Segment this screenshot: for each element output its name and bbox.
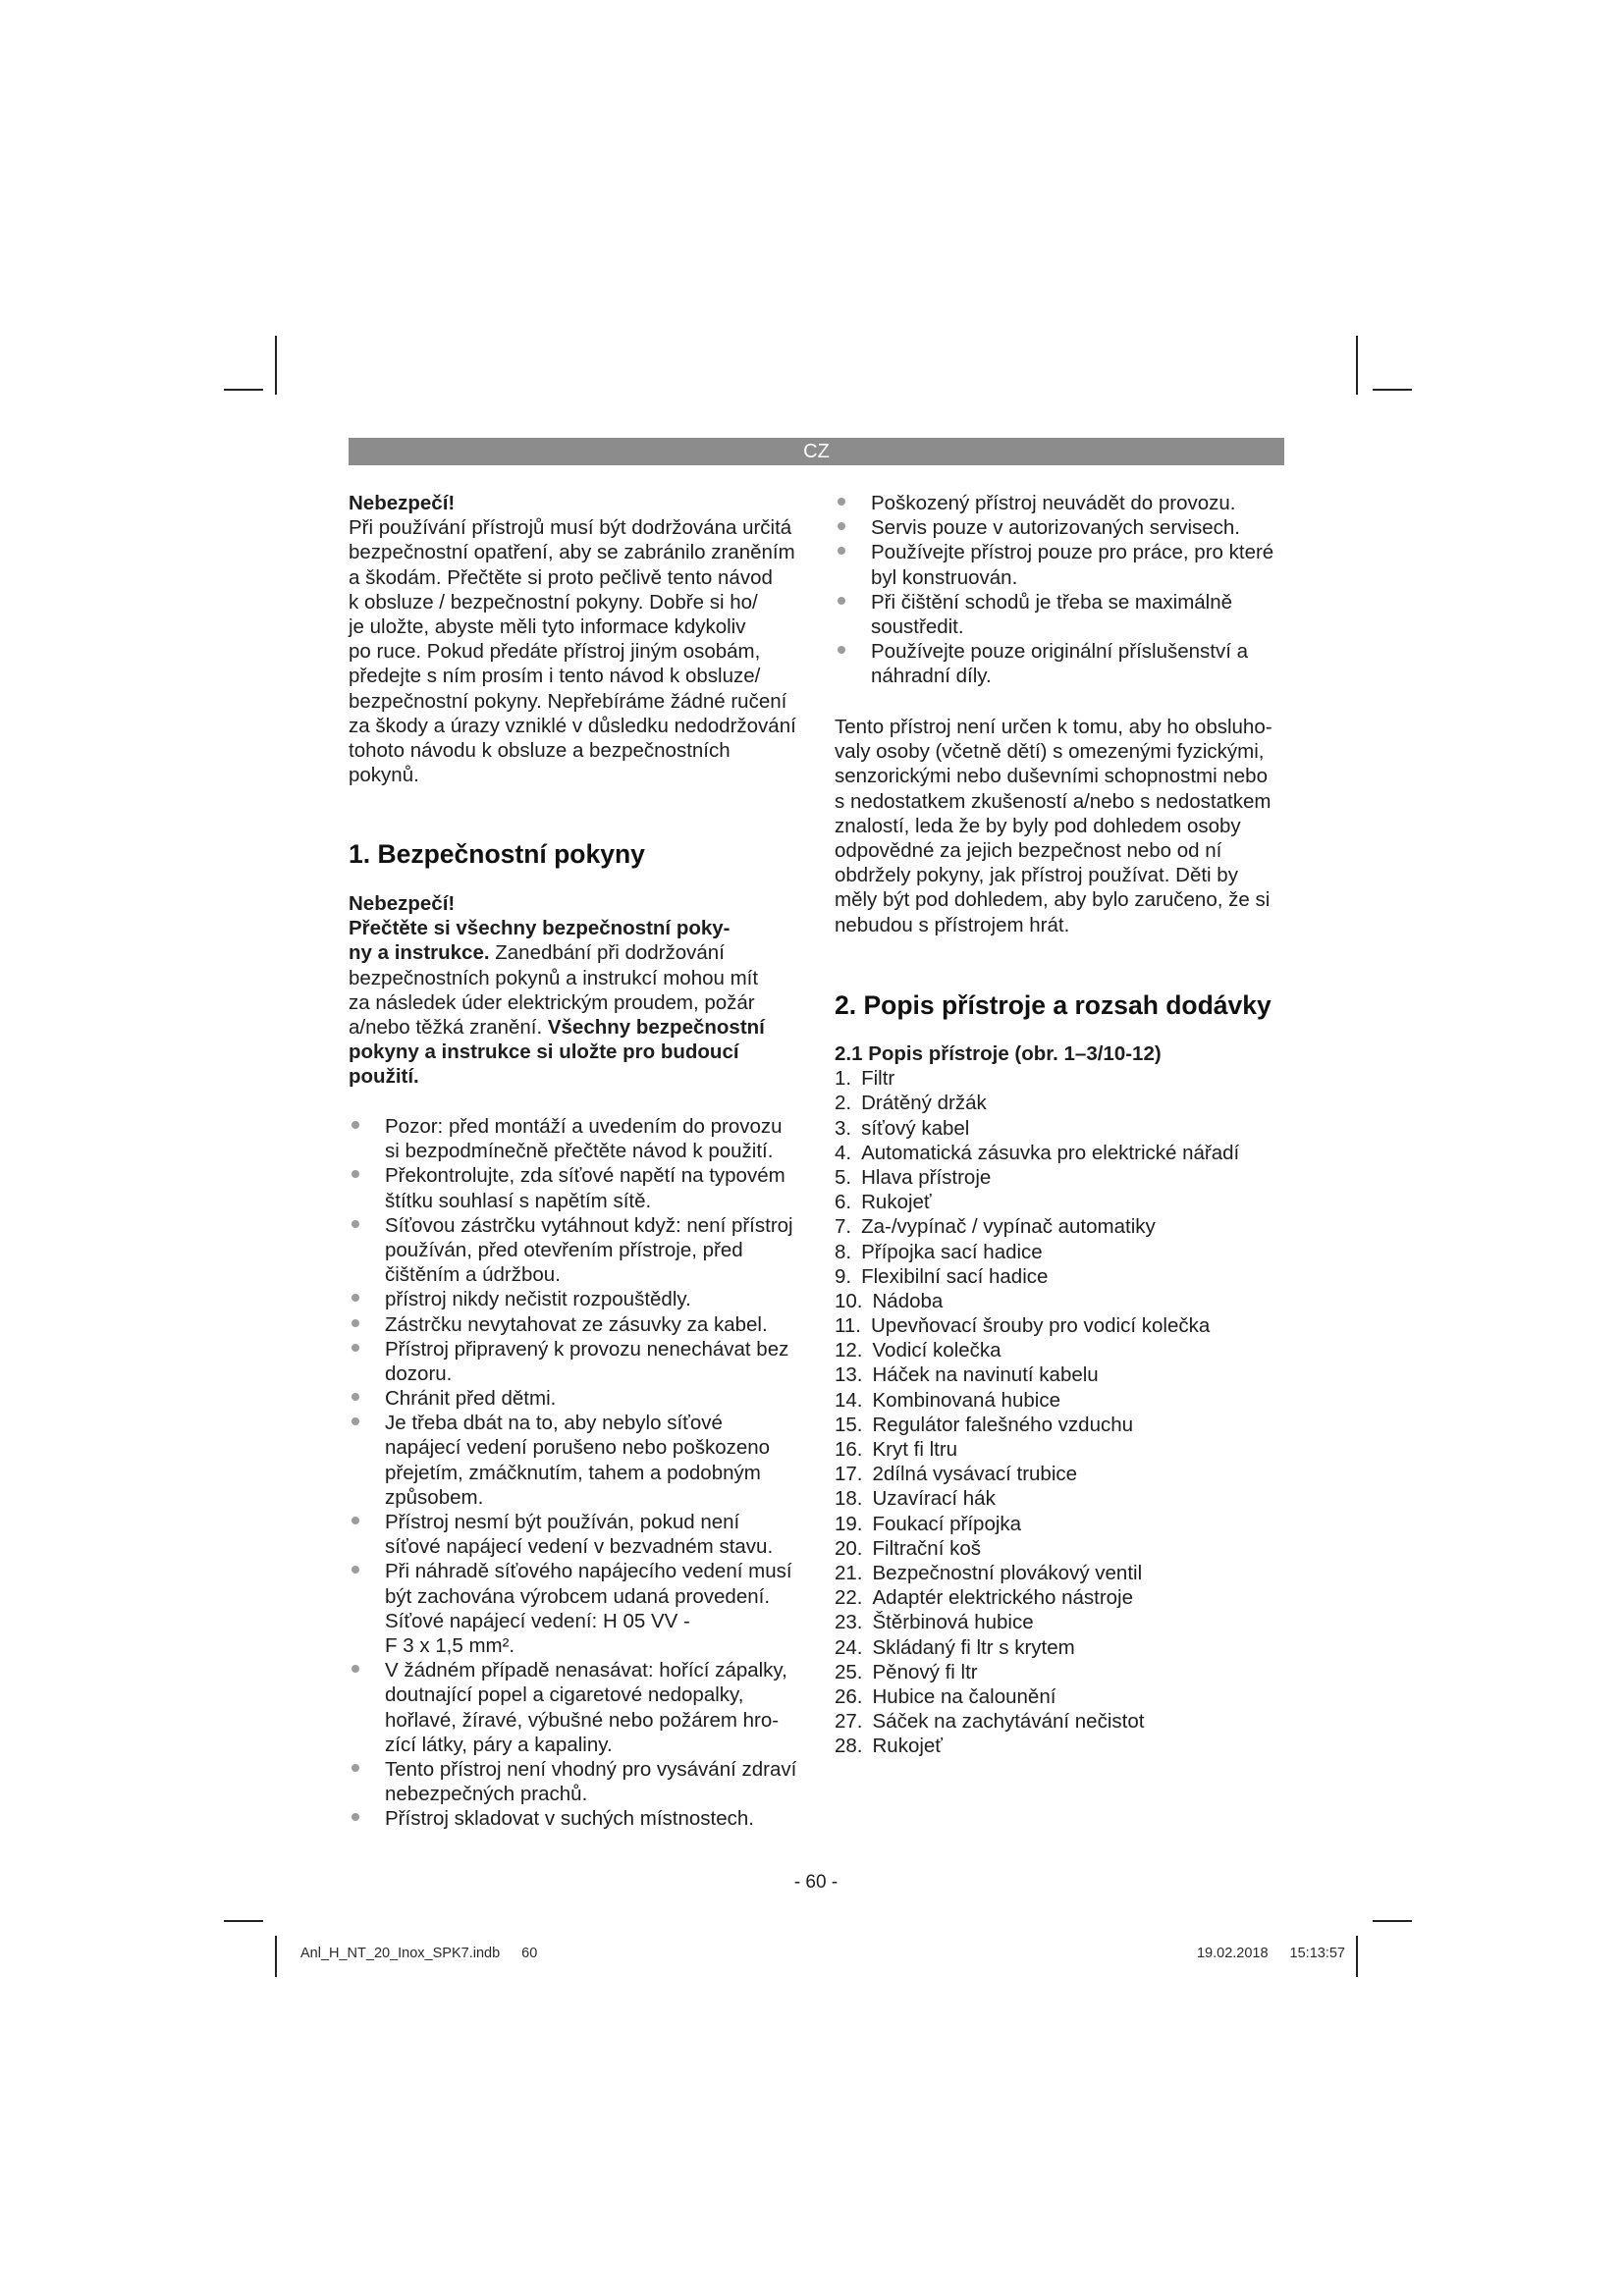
bullet-icon	[352, 1665, 359, 1673]
text-line: síťové napájecí vedení v bezvadném stavu.	[385, 1535, 774, 1559]
danger-title: Nebezpečí!	[349, 892, 456, 915]
section-1-warning-block	[349, 891, 803, 1090]
text-line: přejetím, zmáčknutím, tahem a podobným	[385, 1461, 761, 1484]
intro-warning-block	[349, 491, 803, 787]
text-line: nebezpečných prachů.	[385, 1783, 588, 1806]
bullet-icon	[352, 1170, 359, 1178]
list-item-label: Bezpečnostní plovákový ventil	[872, 1561, 1143, 1584]
list-item-number: 3.	[835, 1116, 852, 1140]
bold-text: pokyny a instrukce si uložte pro budoucí	[349, 1041, 739, 1064]
bullet-text	[385, 1312, 803, 1337]
list-item-label: Sáček na zachytávání nečistot	[872, 1710, 1145, 1734]
crop-mark-bottom-left-horizontal	[224, 1920, 263, 1922]
crop-mark-bottom-right-vertical	[1356, 1936, 1358, 1977]
list-item-label: Foukací přípojka	[872, 1512, 1022, 1535]
text-line: odpovědné za jejich bezpečnost nebo od ní	[835, 838, 1222, 862]
list-item-number: 21.	[835, 1561, 863, 1584]
bullet-icon	[838, 498, 845, 506]
text-line	[349, 916, 803, 940]
bullet-item	[835, 590, 1284, 639]
list-item	[835, 1091, 1284, 1115]
bullet-item	[835, 491, 1284, 515]
list-item-label: Flexibilní sací hadice	[861, 1264, 1049, 1288]
bullet-text	[871, 540, 1284, 589]
section-1-heading: 1. Bezpečnostní pokyny	[349, 839, 645, 869]
text-line: měly být pod dohledem, aby bylo zaručeno, že si	[835, 888, 1271, 912]
bold-text: Všechny bezpečnostní	[547, 1015, 765, 1039]
text-line	[349, 1015, 803, 1040]
text-line: za škody a úrazy vzniklé v důsledku nedodržování	[349, 714, 796, 737]
list-item-number: 2.	[835, 1092, 852, 1115]
bullet-item	[835, 639, 1284, 688]
list-item-number: 16.	[835, 1438, 863, 1461]
text-line: obdržely pokyny, jak přístroj používat. Děti by	[835, 864, 1238, 887]
bullet-text	[385, 1337, 803, 1386]
list-item-label: Regulátor falešného vzduchu	[872, 1413, 1134, 1436]
list-item	[835, 1734, 1284, 1758]
bullet-icon	[352, 1294, 359, 1302]
list-item-label: Hubice na čalounění	[872, 1684, 1056, 1708]
bullet-item	[349, 1163, 803, 1212]
text-line: si bezpodmínečně přečtěte návod k použití.	[385, 1140, 774, 1163]
text-line: hořlavé, žíravé, výbušné nebo požárem hro-	[385, 1708, 780, 1732]
crop-mark-top-right-vertical	[1356, 336, 1358, 395]
crop-mark-top-left-vertical	[275, 336, 277, 395]
list-item-label: 2dílná vysávací trubice	[872, 1463, 1078, 1486]
text-line: soustředit.	[871, 614, 964, 638]
list-item-label: Štěrbinová hubice	[872, 1611, 1034, 1634]
text-line: Přístroj připravený k provozu nenechávat bez	[385, 1337, 789, 1361]
text-line: Přístroj skladovat v suchých místnostech.	[385, 1807, 754, 1831]
list-item-label: Nádoba	[872, 1289, 944, 1312]
list-item-label: Upevňovací šrouby pro vodicí kolečka	[870, 1314, 1211, 1338]
bullet-icon	[838, 646, 845, 654]
text-line: Pozor: před montáží a uvedením do provozu	[385, 1115, 783, 1138]
crop-mark-bottom-left-vertical	[275, 1936, 277, 1977]
text-span: bezpečnostních pokynů a instrukcí mohou mít	[349, 966, 759, 989]
bullet-text	[871, 590, 1284, 639]
list-item	[835, 1240, 1284, 1264]
bullet-item	[349, 1114, 803, 1163]
bullet-icon	[352, 1121, 359, 1129]
list-item-label: Drátěný držák	[861, 1092, 987, 1115]
text-line: Překontrolujte, zda síťové napětí na typovém	[385, 1164, 785, 1188]
bullet-text	[385, 1114, 803, 1163]
bullet-item	[349, 1658, 803, 1757]
text-line: senzorickými nebo duševními schopnostmi nebo	[835, 765, 1268, 788]
footer-time: 15:13:57	[1289, 1946, 1345, 1961]
text-line	[349, 966, 803, 990]
list-item-number: 20.	[835, 1536, 863, 1560]
list-item-label: Přípojka sací hadice	[861, 1240, 1043, 1263]
crop-mark-top-left-horizontal	[224, 389, 263, 391]
bullet-text	[385, 1757, 803, 1806]
footer-timestamp	[1197, 1944, 1345, 1963]
list-item-number: 19.	[835, 1512, 863, 1535]
list-item	[835, 1413, 1284, 1437]
text-line: používán, před otevřením přístroje, před	[385, 1238, 743, 1261]
list-item-number: 27.	[835, 1710, 863, 1734]
text-span: Zanedbání při dodržování	[489, 941, 725, 965]
list-item-label: Uzavírací hák	[872, 1487, 996, 1511]
text-line: Chránit před dětmi.	[385, 1387, 557, 1411]
bullet-icon	[352, 1566, 359, 1574]
list-item-number: 25.	[835, 1660, 863, 1683]
bullet-item	[349, 1287, 803, 1311]
bullet-text	[385, 1411, 803, 1510]
intro-paragraph	[349, 515, 803, 787]
list-item	[835, 1388, 1284, 1413]
list-item-number: 1.	[835, 1067, 852, 1091]
text-span: a/nebo těžká zranění.	[349, 1015, 548, 1039]
text-line: Používejte přístroj pouze pro práce, pro které	[871, 541, 1274, 564]
bullet-item	[835, 540, 1284, 589]
list-item-label: Za-/vypínač / vypínač automatiky	[861, 1215, 1156, 1239]
bullet-item	[835, 515, 1284, 540]
text-span: za následek úder elektrickým proudem, požár	[349, 990, 755, 1014]
list-item	[835, 1116, 1284, 1141]
text-line: a škodám. Přečtěte si proto pečlivě tento návod	[349, 565, 773, 589]
crop-mark-bottom-right-horizontal	[1373, 1920, 1412, 1922]
text-line: byl konstruován.	[871, 565, 1018, 589]
list-item	[835, 1362, 1284, 1387]
list-item-number: 26.	[835, 1684, 863, 1708]
bullet-item	[349, 1337, 803, 1386]
list-item-label: Kryt fi ltru	[872, 1438, 958, 1461]
text-line: způsobem.	[385, 1485, 484, 1509]
text-line: Tento přístroj není vhodný pro vysávání zdraví	[385, 1757, 797, 1781]
list-item-label: Automatická zásuvka pro elektrické nářadí	[861, 1141, 1240, 1164]
list-item-label: Skládaný fi ltr s krytem	[872, 1635, 1075, 1659]
list-item	[835, 1313, 1284, 1338]
list-item-number: 6.	[835, 1191, 852, 1214]
bullet-icon	[352, 1417, 359, 1425]
device-description-block	[835, 1041, 1284, 1758]
bullet-text	[385, 1510, 803, 1559]
bullet-text	[385, 1658, 803, 1757]
list-item	[835, 1536, 1284, 1561]
list-item	[835, 1561, 1284, 1585]
section-2-1-subheading: 2.1 Popis přístroje (obr. 1–3/10-12)	[835, 1042, 1162, 1065]
list-item-label: Filtrační koš	[872, 1536, 981, 1560]
bullet-text	[385, 1163, 803, 1212]
list-item	[835, 1610, 1284, 1634]
footer-date: 19.02.2018	[1196, 1946, 1269, 1961]
text-line: Při čištění schodů je třeba se maximálně	[871, 590, 1233, 614]
text-line	[349, 1040, 803, 1064]
list-item	[835, 1190, 1284, 1214]
bullet-icon	[838, 547, 845, 555]
list-item	[835, 1709, 1284, 1734]
bullet-item	[349, 1806, 803, 1831]
text-line: Síťové napájecí vedení: H 05 VV -	[385, 1609, 690, 1632]
bullet-item	[349, 1510, 803, 1559]
bullet-text	[871, 639, 1284, 688]
list-item	[835, 1338, 1284, 1362]
text-line: náhradní díly.	[871, 665, 992, 688]
text-line: po ruce. Pokud předáte přístroj jiným osobám,	[349, 640, 761, 664]
list-item-number: 14.	[835, 1388, 863, 1412]
list-item-number: 18.	[835, 1487, 863, 1511]
list-item-number: 23.	[835, 1611, 863, 1634]
bullet-icon	[352, 1344, 359, 1352]
footer-file-page: 60	[521, 1946, 538, 1961]
text-line: tohoto návodu k obsluze a bezpečnostních	[349, 738, 731, 762]
list-item	[835, 1165, 1284, 1190]
text-line: znalostí, leda že by byly pod dohledem osoby	[835, 814, 1241, 837]
list-item-number: 15.	[835, 1413, 863, 1436]
warning-paragraph	[349, 916, 803, 1089]
list-item	[835, 1289, 1284, 1313]
bullet-icon	[352, 1813, 359, 1821]
list-item-label: Kombinovaná hubice	[872, 1388, 1060, 1412]
list-item-number: 22.	[835, 1586, 863, 1610]
list-item-number: 5.	[835, 1165, 852, 1189]
bullet-icon	[352, 1764, 359, 1772]
page-number: - 60 -	[793, 1872, 839, 1893]
list-item	[835, 1684, 1284, 1709]
text-line: být zachována výrobcem udaná provedení.	[385, 1584, 771, 1608]
text-line: zící látky, páry a kapaliny.	[385, 1733, 613, 1756]
bullet-icon	[838, 522, 845, 530]
bullet-icon	[352, 1220, 359, 1228]
list-item-number: 10.	[835, 1289, 863, 1312]
text-line: předejte s ním prosím i tento návod k obsluze/	[349, 665, 761, 688]
bullet-item	[349, 1386, 803, 1411]
list-item-number: 13.	[835, 1363, 863, 1387]
list-item-number: 24.	[835, 1635, 863, 1659]
list-item-label: Pěnový fi ltr	[872, 1660, 978, 1683]
children-safety-paragraph	[835, 715, 1284, 937]
text-line: Používejte pouze originální příslušenství a	[871, 640, 1249, 664]
text-line: V žádném případě nenasávat: hořící zápalky,	[385, 1659, 787, 1682]
list-item	[835, 1585, 1284, 1610]
bullet-text	[385, 1386, 803, 1411]
list-item-label: Hlava přístroje	[861, 1165, 992, 1189]
list-item	[835, 1437, 1284, 1462]
bullet-text	[385, 1559, 803, 1658]
list-item-label: Filtr	[861, 1067, 895, 1091]
list-item-number: 9.	[835, 1264, 852, 1288]
text-line: Přístroj nesmí být používán, pokud není	[385, 1511, 740, 1533]
list-item	[835, 1512, 1284, 1536]
text-line: bezpečnostní pokyny. Nepřebíráme žádné ručení	[349, 689, 787, 713]
bullet-text	[871, 491, 1284, 515]
list-item-label: Vodicí kolečka	[872, 1339, 1001, 1362]
parts-list	[835, 1066, 1284, 1758]
bullet-item	[349, 1213, 803, 1288]
text-line: nebudou s přístrojem hrát.	[835, 913, 1070, 936]
text-line: čištěním a údržbou.	[385, 1263, 561, 1287]
text-line: je uložte, abyste měli tyto informace kdykoliv	[349, 614, 746, 638]
text-line: k obsluze / bezpečnostní pokyny. Dobře si ho/	[349, 590, 758, 614]
safety-bullet-list	[349, 1114, 803, 1831]
text-line: Tento přístroj není určen k tomu, aby ho obsluho-	[835, 716, 1272, 738]
list-item	[835, 1066, 1284, 1091]
bullet-text	[385, 1287, 803, 1311]
text-line: dozoru.	[385, 1362, 453, 1385]
footer-filename: Anl_H_NT_20_Inox_SPK7.indb	[300, 1946, 501, 1961]
list-item-label: síťový kabel	[861, 1116, 970, 1140]
bullet-icon	[352, 1393, 359, 1401]
bullet-icon	[352, 1517, 359, 1524]
list-item-number: 11.	[835, 1314, 861, 1338]
bullet-text	[385, 1213, 803, 1288]
text-line: Poškozený přístroj neuvádět do provozu.	[871, 492, 1236, 514]
text-line: Servis pouze v autorizovaných servisech.	[871, 516, 1241, 540]
list-item-number: 4.	[835, 1141, 852, 1164]
text-line: Při náhradě síťového napájecího vedení musí	[385, 1560, 792, 1583]
list-item-number: 12.	[835, 1339, 863, 1362]
text-line	[349, 1064, 803, 1089]
list-item	[835, 1141, 1284, 1165]
list-item	[835, 1486, 1284, 1511]
bullet-text	[871, 515, 1284, 540]
bullet-icon	[352, 1319, 359, 1327]
bullet-text	[385, 1806, 803, 1831]
text-line	[349, 940, 803, 965]
section-2-heading: 2. Popis přístroje a rozsah dodávky	[835, 990, 1272, 1020]
text-line: doutnající popel a cigaretové nedopalky,	[385, 1683, 744, 1707]
list-item-label: Adaptér elektrického nástroje	[872, 1586, 1134, 1610]
list-item	[835, 1264, 1284, 1289]
crop-mark-top-right-horizontal	[1373, 389, 1412, 391]
list-item-number: 17.	[835, 1463, 863, 1486]
list-item-label: Rukojeť	[861, 1191, 932, 1214]
bold-text: ny a instrukce.	[349, 941, 490, 965]
text-line: F 3 x 1,5 mm².	[385, 1633, 515, 1657]
text-line: přístroj nikdy nečistit rozpouštědly.	[385, 1288, 691, 1311]
text-line: bezpečnostní opatření, aby se zabránilo zraněním	[349, 541, 795, 564]
text-line: Zástrčku nevytahovat ze zásuvky za kabel.	[385, 1312, 768, 1336]
bold-text: použití.	[349, 1065, 419, 1089]
bullet-item	[349, 1559, 803, 1658]
bullet-item	[349, 1757, 803, 1806]
text-line: Síťovou zástrčku vytáhnout když: není přístroj	[385, 1213, 793, 1237]
list-item	[835, 1635, 1284, 1660]
list-item-label: Rukojeť	[872, 1735, 943, 1758]
language-code: CZ	[803, 441, 830, 462]
footer-file-info	[300, 1944, 537, 1963]
text-line: valy osoby (včetně dětí) s omezenými fyzickými,	[835, 740, 1265, 764]
list-item-number: 8.	[835, 1240, 852, 1263]
list-item	[835, 1660, 1284, 1684]
list-item	[835, 1462, 1284, 1486]
bold-text: Přečtěte si všechny bezpečnostní poky-	[349, 917, 731, 940]
list-item	[835, 1214, 1284, 1239]
bullet-item	[349, 1312, 803, 1337]
danger-title: Nebezpečí!	[349, 492, 456, 514]
text-line: napájecí vedení porušeno nebo poškozeno	[385, 1436, 771, 1460]
safety-bullet-list-continued	[835, 491, 1284, 689]
language-header-bar	[349, 438, 1284, 465]
bullet-item	[349, 1411, 803, 1510]
list-item-label: Háček na navinutí kabelu	[872, 1363, 1099, 1387]
list-item-number: 7.	[835, 1215, 852, 1239]
list-item-number: 28.	[835, 1735, 863, 1758]
text-line: Je třeba dbát na to, aby nebylo síťové	[385, 1412, 723, 1435]
text-line: Při používání přístrojů musí být dodržována určitá	[349, 516, 792, 540]
text-line: štítku souhlasí s napětím sítě.	[385, 1189, 652, 1212]
text-line: pokynů.	[349, 764, 419, 787]
bullet-icon	[838, 597, 845, 605]
text-line	[349, 990, 803, 1015]
text-line: s nedostatkem zkušeností a/nebo s nedostatkem	[835, 789, 1272, 813]
